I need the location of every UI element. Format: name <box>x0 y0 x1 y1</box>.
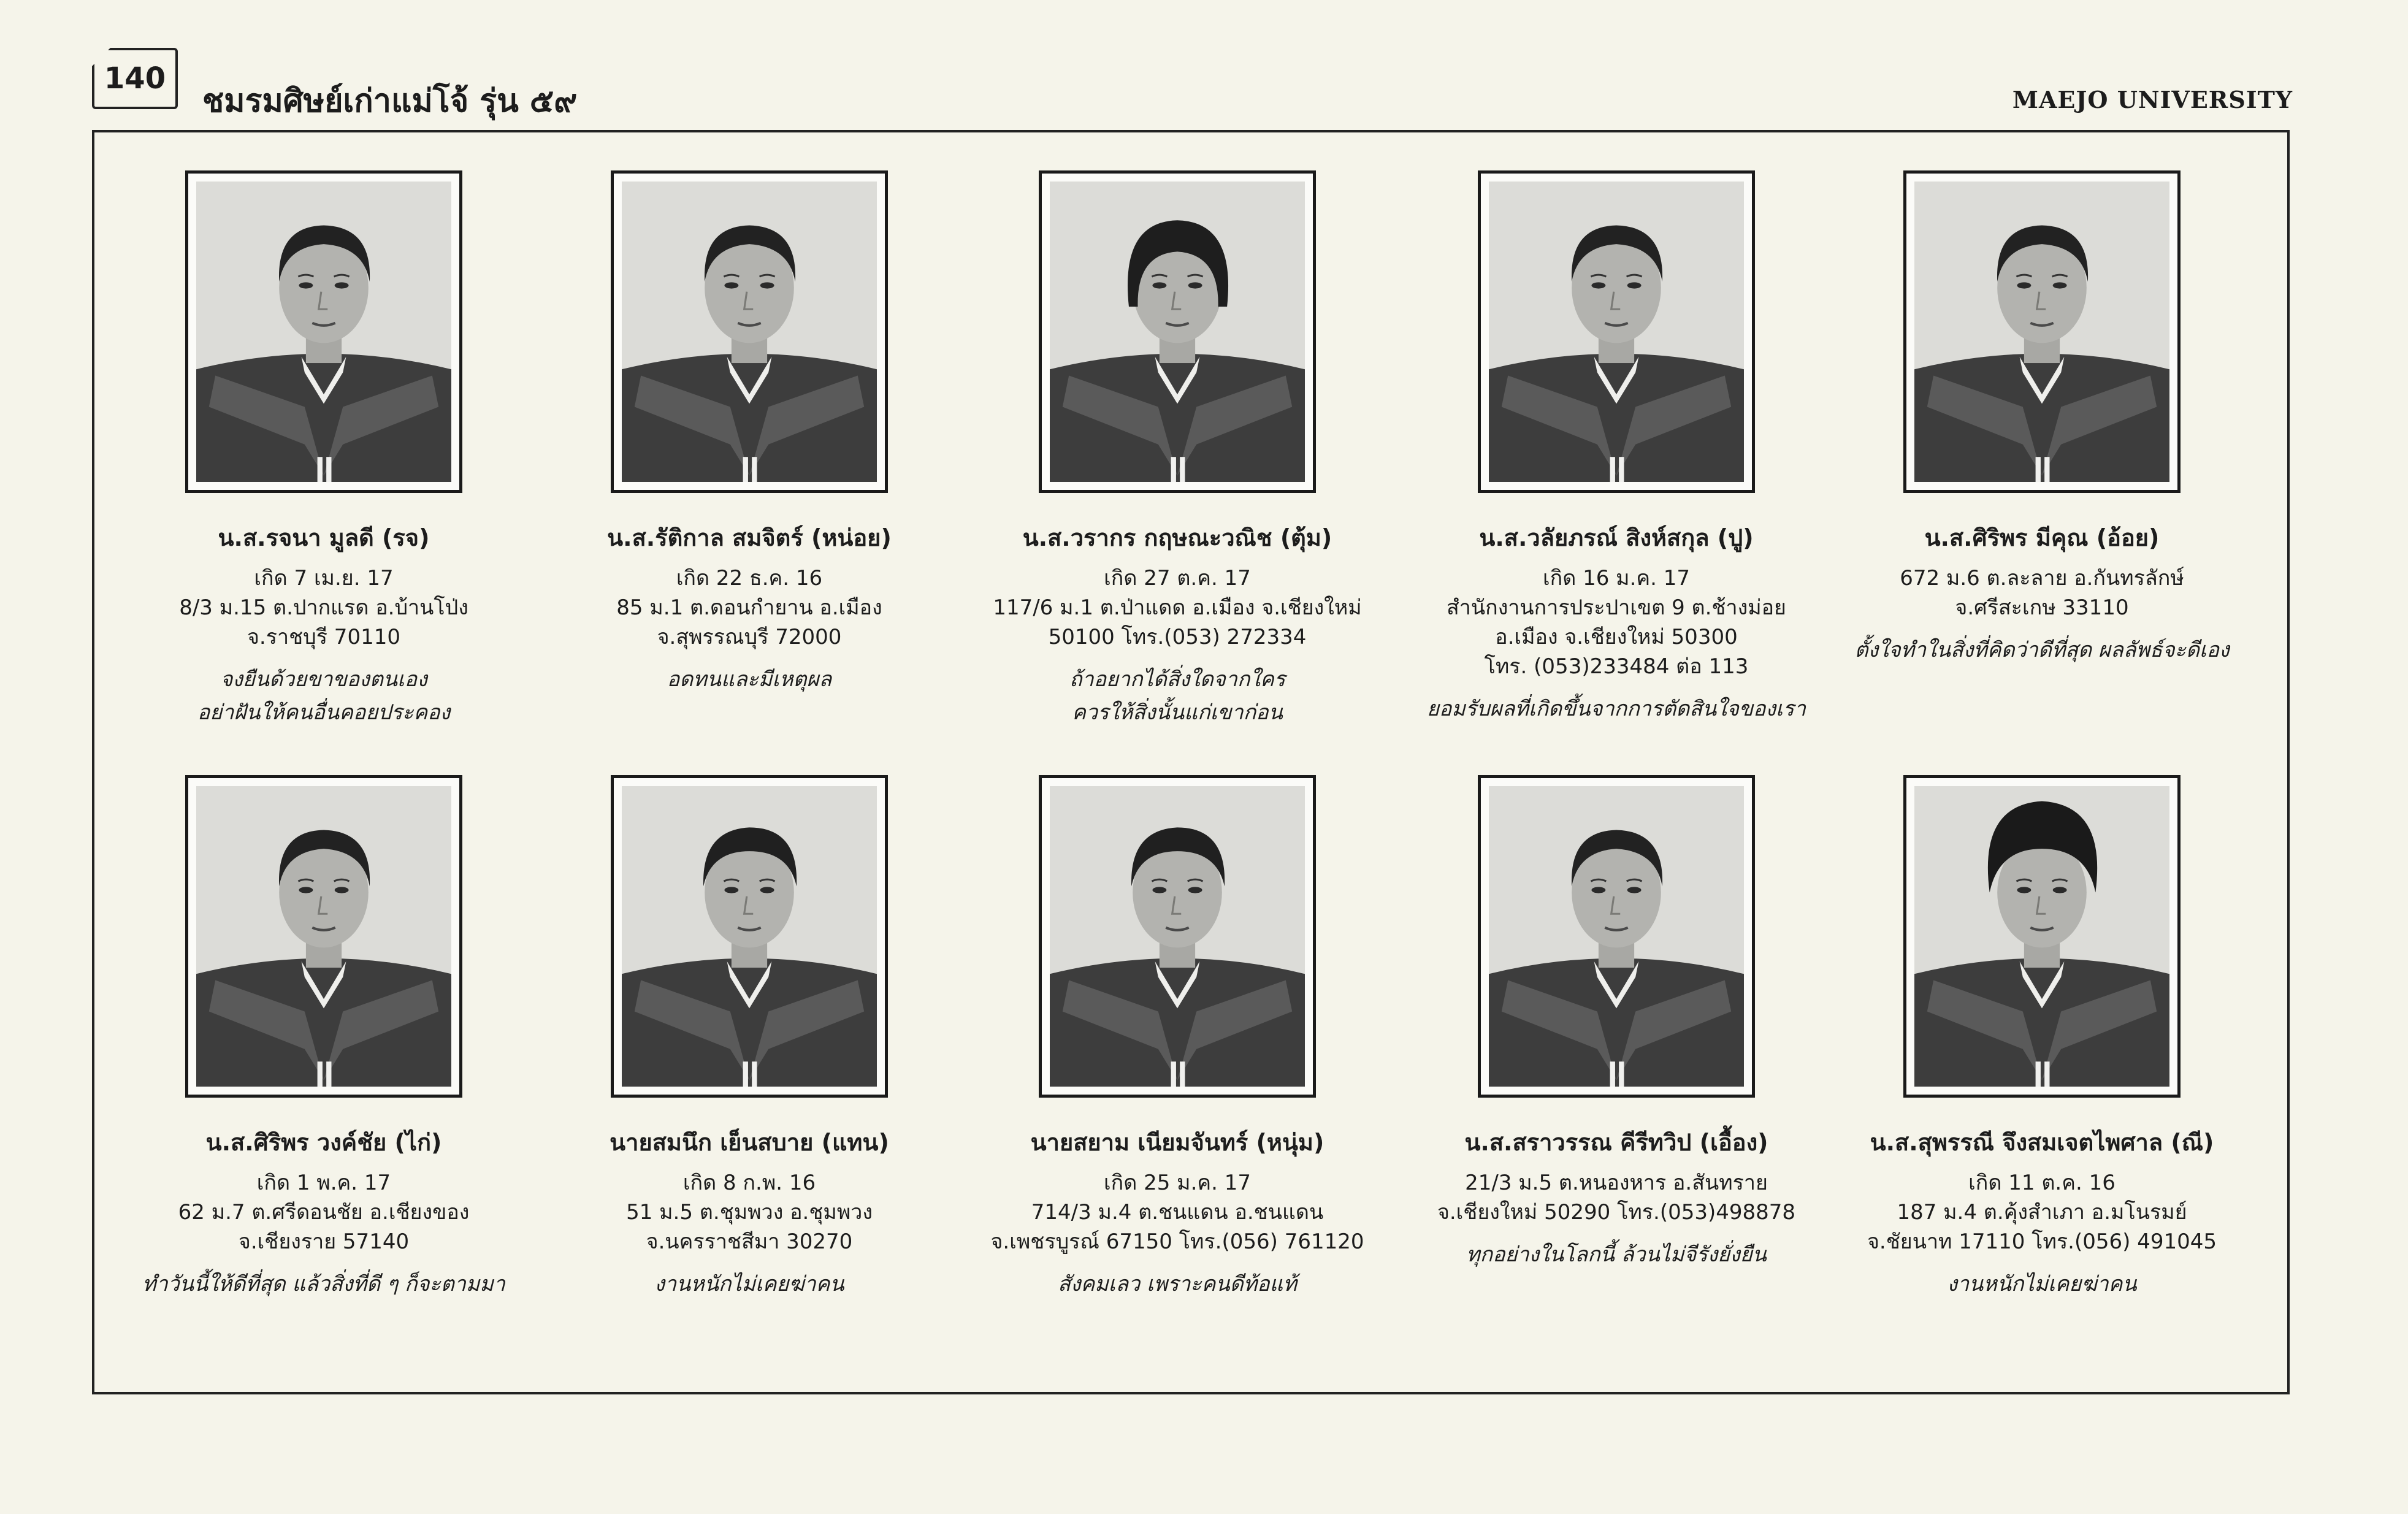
person-name: นายสยาม เนียมจันทร์ (หนุ่ม) <box>1030 1129 1324 1156</box>
address-line: สำนักงานการประปาเขต 9 ต.ช้างม่อย <box>1447 595 1786 620</box>
birth-date: เกิด 16 ม.ค. 17 <box>1542 566 1690 591</box>
motto: จงยืนด้วยขาของตนเอง <box>220 667 427 692</box>
profile-card <box>103 170 545 729</box>
eye <box>2053 282 2067 288</box>
eye <box>2017 887 2031 893</box>
birth-date: เกิด 11 ต.ค. 16 <box>1968 1171 2116 1195</box>
eye <box>1188 282 1202 288</box>
gown <box>1914 354 2169 482</box>
photo-frame <box>185 170 462 493</box>
eye <box>1591 282 1605 288</box>
gown <box>196 958 451 1087</box>
portrait-image <box>622 786 877 1087</box>
motto: งานหนักไม่เคยฆ่าคน <box>1947 1272 2137 1296</box>
eye <box>760 282 774 288</box>
portrait-image <box>1914 786 2169 1087</box>
profile-card <box>529 775 970 1301</box>
gown <box>196 354 451 482</box>
tassel <box>1171 1061 1176 1087</box>
eye <box>299 887 313 893</box>
tassel <box>318 1061 323 1087</box>
motto: ควรให้สิ่งนั้นแก่เขาก่อน <box>1072 700 1283 725</box>
portrait-image <box>622 182 877 482</box>
address-line: 51 ม.5 ต.ชุมพวง อ.ชุมพวง <box>626 1200 873 1225</box>
address-line: 21/3 ม.5 ต.หนองหาร อ.สันทราย <box>1465 1171 1768 1195</box>
eye <box>1591 887 1605 893</box>
eye <box>335 887 349 893</box>
photo-frame <box>1039 170 1316 493</box>
eye <box>1152 282 1166 288</box>
eye <box>1188 887 1202 893</box>
address-line: 672 ม.6 ต.ละลาย อ.กันทรลักษ์ <box>1900 566 2184 591</box>
gown <box>1050 958 1305 1087</box>
tassel <box>743 1061 748 1087</box>
person-name: น.ส.สุพรรณี จึงสมเจตไพศาล (ณี) <box>1870 1129 2214 1156</box>
address-line: จ.ชัยนาท 17110 โทร.(056) 491045 <box>1867 1229 2217 1254</box>
person-name: น.ส.ศิริพร วงค์ชัย (ไก่) <box>205 1129 442 1156</box>
profile-card <box>529 170 970 696</box>
profile-card <box>957 170 1398 729</box>
address-line: 187 ม.4 ต.คุ้งสำเภา อ.มโนรมย์ <box>1897 1200 2187 1225</box>
profile-card <box>103 775 545 1301</box>
eye <box>335 282 349 288</box>
profile-card <box>957 775 1398 1301</box>
address-line: จ.นครราชสีมา 30270 <box>646 1229 853 1254</box>
tassel <box>1610 1061 1615 1087</box>
eye <box>2017 282 2031 288</box>
address-line: จ.ราชบุรี 70110 <box>247 625 400 649</box>
motto: ตั้งใจทำในสิ่งที่คิดว่าดีที่สุด ผลลัพธ์จะดีเอง <box>1854 638 2230 662</box>
eye <box>1152 887 1166 893</box>
tassel <box>2036 457 2041 482</box>
tassel <box>1180 1061 1185 1087</box>
birth-date: เกิด 27 ต.ค. 17 <box>1104 566 1251 591</box>
photo-frame <box>611 170 888 493</box>
tassel <box>1180 457 1185 482</box>
profile-card <box>1821 170 2263 667</box>
eye <box>760 887 774 893</box>
address-line: จ.สุพรรณบุรี 72000 <box>657 625 842 649</box>
photo-frame <box>1039 775 1316 1098</box>
address-line: 62 ม.7 ต.ศรีดอนชัย อ.เชียงของ <box>178 1200 470 1225</box>
address-line: จ.เพชรบูรณ์ 67150 โทร.(056) 761120 <box>990 1229 1364 1254</box>
yearbook-title: ชมรมศิษย์เก่าแม่โจ้ รุ่น ๕๙ <box>202 83 578 120</box>
tassel <box>1619 1061 1624 1087</box>
eye <box>724 887 738 893</box>
birth-date: เกิด 1 พ.ค. 17 <box>256 1171 391 1195</box>
tassel <box>318 457 323 482</box>
address-line: จ.ศรีสะเกษ 33110 <box>1955 595 2129 620</box>
tassel <box>743 457 748 482</box>
phone-line: โทร. (053)233484 ต่อ 113 <box>1484 654 1749 679</box>
gown <box>1489 958 1744 1087</box>
eye <box>1627 282 1642 288</box>
motto: อดทนและมีเหตุผล <box>667 667 832 692</box>
birth-date: เกิด 8 ก.พ. 16 <box>682 1171 816 1195</box>
motto: ทำวันนี้ให้ดีที่สุด แล้วสิ่งที่ดี ๆ ก็จะตามมา <box>142 1272 505 1296</box>
person-name: นายสมนึก เย็นสบาย (แทน) <box>610 1129 889 1156</box>
portrait-image <box>1050 786 1305 1087</box>
birth-date: เกิด 25 ม.ค. 17 <box>1103 1171 1251 1195</box>
portrait-image <box>1489 182 1744 482</box>
motto: ยอมรับผลที่เกิดขึ้นจากการตัดสินใจของเรา <box>1427 697 1806 721</box>
person-name: น.ส.สราวรรณ คีรีทวิป (เอื้อง) <box>1464 1129 1768 1156</box>
motto: ถ้าอยากได้สิ่งใดจากใคร <box>1069 667 1286 692</box>
tassel <box>326 1061 331 1087</box>
photo-frame <box>185 775 462 1098</box>
address-line: อ.เมือง จ.เชียงใหม่ 50300 <box>1495 625 1738 649</box>
tassel <box>1171 457 1176 482</box>
person-name: น.ส.รจนา มูลดี (รจ) <box>218 524 430 551</box>
eye <box>724 282 738 288</box>
tassel <box>1610 457 1615 482</box>
gown <box>1914 958 2169 1087</box>
tassel <box>752 457 757 482</box>
motto: ทุกอย่างในโลกนี้ ล้วนไม่จีรังยั่งยืน <box>1466 1242 1767 1267</box>
page-number: 140 <box>92 48 178 109</box>
eye <box>2053 887 2067 893</box>
tassel <box>2044 457 2049 482</box>
portrait-image <box>196 786 451 1087</box>
address-line: จ.เชียงใหม่ 50290 โทร.(053)498878 <box>1437 1200 1796 1225</box>
address-line: 50100 โทร.(053) 272334 <box>1048 625 1307 649</box>
motto: อย่าฝันให้คนอื่นคอยประคอง <box>197 700 451 725</box>
gown <box>1489 354 1744 482</box>
profile-card <box>1821 775 2263 1301</box>
person-name: น.ส.วรากร กฤษณะวณิช (ตุ้ม) <box>1022 524 1332 551</box>
photo-frame <box>611 775 888 1098</box>
eye <box>1627 887 1642 893</box>
person-name: น.ส.วลัยภรณ์ สิงห์สกุล (ปู) <box>1479 524 1754 551</box>
portrait-image <box>1489 786 1744 1087</box>
tassel <box>2036 1061 2041 1087</box>
birth-date: เกิด 22 ธ.ค. 16 <box>676 566 823 591</box>
profile-card <box>1396 775 1837 1271</box>
motto: สังคมเลว เพราะคนดีท้อแท้ <box>1058 1272 1297 1296</box>
gown <box>622 958 877 1087</box>
portrait-image <box>196 182 451 482</box>
gown <box>622 354 877 482</box>
university-name: MAEJO UNIVERSITY <box>2012 86 2293 113</box>
portrait-image <box>1050 182 1305 482</box>
person-name: น.ส.ศิริพร มีคุณ (อ้อย) <box>1924 524 2160 551</box>
address-line: 85 ม.1 ต.ดอนกำยาน อ.เมือง <box>616 595 882 620</box>
profile-card <box>1396 170 1837 725</box>
tassel <box>752 1061 757 1087</box>
eye <box>299 282 313 288</box>
address-line: 8/3 ม.15 ต.ปากแรด อ.บ้านโป่ง <box>179 595 468 620</box>
photo-frame <box>1903 775 2181 1098</box>
address-line: 117/6 ม.1 ต.ป่าแดด อ.เมือง จ.เชียงใหม่ <box>993 595 1362 620</box>
motto: งานหนักไม่เคยฆ่าคน <box>654 1272 844 1296</box>
birth-date: เกิด 7 เม.ย. 17 <box>254 566 394 591</box>
portrait-image <box>1914 182 2169 482</box>
photo-frame <box>1903 170 2181 493</box>
address-line: 714/3 ม.4 ต.ชนแดน อ.ชนแดน <box>1031 1200 1324 1225</box>
tassel <box>326 457 331 482</box>
photo-frame <box>1478 170 1755 493</box>
photo-frame <box>1478 775 1755 1098</box>
tassel <box>2044 1061 2049 1087</box>
person-name: น.ส.รัติกาล สมจิตร์ (หน่อย) <box>607 524 892 551</box>
gown <box>1050 354 1305 482</box>
tassel <box>1619 457 1624 482</box>
address-line: จ.เชียงราย 57140 <box>238 1229 410 1254</box>
